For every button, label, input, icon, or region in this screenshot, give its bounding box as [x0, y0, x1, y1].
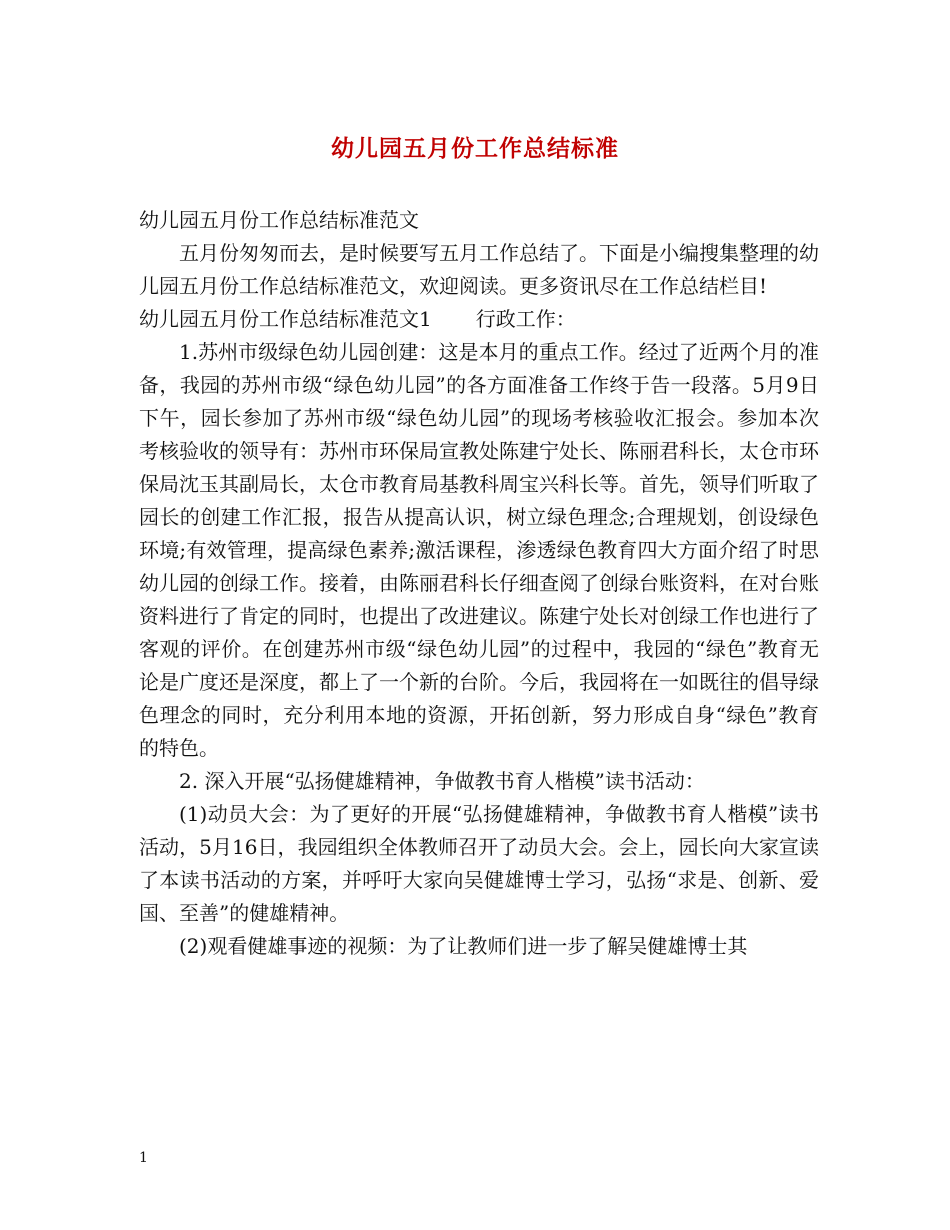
item-2-2-paragraph: (2)观看健雄事迹的视频：为了让教师们进一步了解吴健雄博士其 — [179, 934, 748, 958]
document-subtitle: 幼儿园五月份工作总结标准范文 — [139, 208, 419, 232]
page-number: 1 — [139, 1150, 148, 1166]
intro-paragraph: 五月份匆匆而去，是时候要写五月工作总结了。下面是小编搜集整理的幼儿园五月份工作总结标准范文，欢迎阅读。更多资讯尽在工作总结栏目! — [139, 241, 819, 298]
document-body — [139, 204, 819, 963]
section-heading-line — [139, 303, 819, 336]
document-title: 幼儿园五月份工作总结标准 — [331, 135, 619, 162]
item-2-heading: 2. 深入开展“弘扬健雄精神，争做教书育人楷模”读书活动： — [179, 769, 705, 793]
item-2-1-paragraph: (1)动员大会：为了更好的开展“弘扬健雄精神，争做教书育人楷模”读书活动，5月16日，我园组织全体教师召开了动员大会。会上，园长向大家宣读了本读书活动的方案，并呼吁大家向吴健雄博士学习，弘扬“求是、创新、爱国、至善”的健雄精神。 — [139, 802, 819, 925]
item-1-paragraph: 1.苏州市级绿色幼儿园创建：这是本月的重点工作。经过了近两个月的准备，我园的苏州市级“绿色幼儿园”的各方面准备工作终于告一段落。5月9日下午，园长参加了苏州市级“绿色幼儿园”的现场考核验收汇报会。参加本次考核验收的领导有：苏州市环保局宣教处陈建宁处长、陈丽君科长，太仓市环保局沈玉其副局长，太仓市教育局基教科周宝兴科长等。首先，领导们听取了园长的创建工作汇报，报告从提高认识，树立绿色理念;合理规划，创设绿色环境;有效管理，提高绿色素养;激活课程，渗透绿色教育四大方面介绍了时思幼儿园的创绿工作。接着，由陈丽君科长仔细查阅了创绿台账资料，在对台账资料进行了肯定的同时，也提出了改进建议。陈建宁处长对创绿工作也进行了客观的评价。在创建苏州市级“绿色幼儿园”的过程中，我园的“绿色”教育无论是广度还是深度，都上了一个新的台阶。今后，我园将在一如既往的倡导绿色理念的同时，充分利用本地的资源，开拓创新，努力形成自身“绿色”教育的特色。 — [139, 340, 819, 760]
section-topic: 行政工作： — [475, 307, 576, 331]
section-heading: 幼儿园五月份工作总结标准范文1 — [139, 307, 432, 331]
